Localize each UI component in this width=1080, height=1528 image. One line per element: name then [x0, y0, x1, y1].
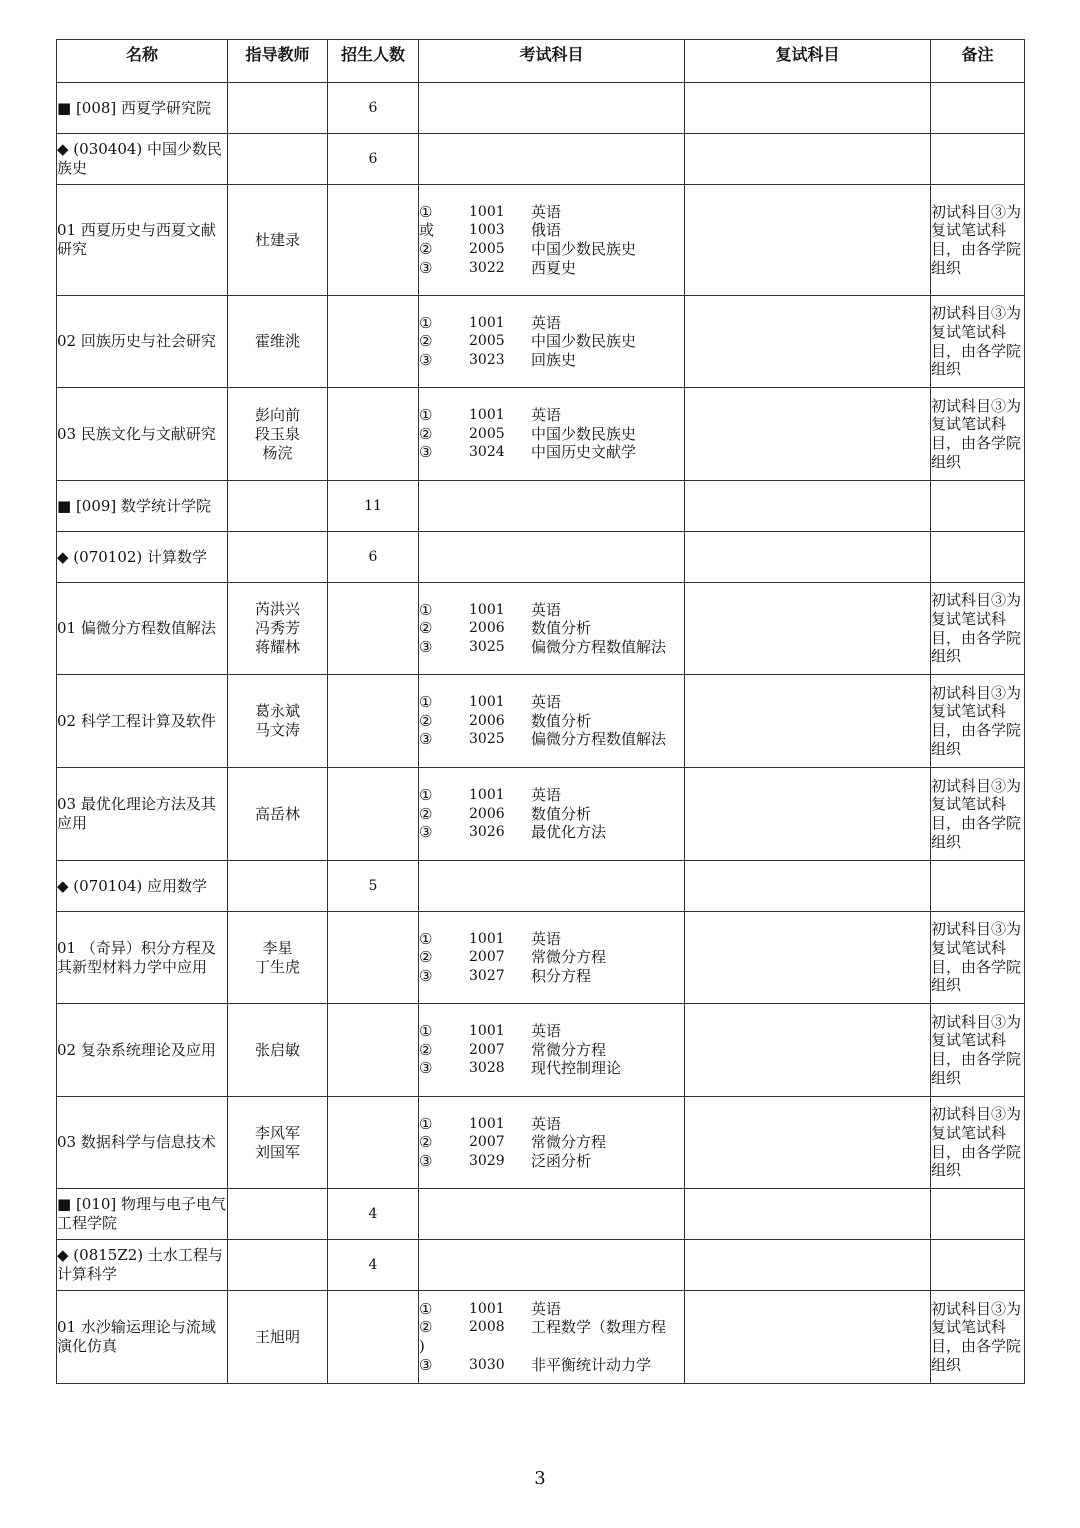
- exam-number: ②: [419, 619, 433, 638]
- row-retest: [685, 1004, 931, 1097]
- exam-code: 2007: [469, 949, 505, 966]
- exam-line: [419, 601, 684, 620]
- exam-subject: 英语: [531, 313, 562, 332]
- row-exams: [419, 388, 685, 481]
- exam-number: ①: [419, 693, 433, 712]
- exam-line: [419, 1356, 684, 1375]
- exam-number: ③: [419, 258, 433, 277]
- row-retest: [685, 185, 931, 296]
- exam-subject: 英语: [531, 600, 562, 619]
- exam-line: [419, 1059, 684, 1078]
- row-remark: [931, 532, 1025, 583]
- exam-code: 3024: [469, 444, 505, 461]
- row-remark: 初试科目③为复试笔试科目，由各学院组织: [931, 296, 1025, 388]
- row-retest: [685, 532, 931, 583]
- row-retest: [685, 1189, 931, 1240]
- exam-code: 1001: [469, 1115, 505, 1132]
- exam-subject: 最优化方法: [531, 823, 607, 842]
- exam-code: 2006: [469, 620, 505, 637]
- exam-line: [419, 406, 684, 425]
- table-row: [57, 481, 1025, 532]
- row-name: ◆ (070102) 计算数学: [57, 532, 228, 583]
- row-exams: [419, 861, 685, 912]
- row-quota: [328, 583, 419, 675]
- row-remark: [931, 134, 1025, 185]
- row-advisor: [228, 912, 328, 1004]
- exam-line: [419, 425, 684, 444]
- exam-number: ①: [419, 313, 433, 332]
- row-remark: [931, 83, 1025, 134]
- row-retest: [685, 1291, 931, 1384]
- row-remark: 初试科目③为复试笔试科目，由各学院组织: [931, 1097, 1025, 1189]
- exam-subject: 现代控制理论: [531, 1059, 622, 1078]
- exam-code: 2008: [469, 1319, 505, 1336]
- table-row: [57, 861, 1025, 912]
- exam-code: 3029: [469, 1152, 505, 1169]
- row-quota: [328, 912, 419, 1004]
- row-exams: [419, 1097, 685, 1189]
- exam-code: 2005: [469, 241, 505, 257]
- exam-subject: 积分方程: [531, 966, 592, 985]
- exam-number: ②: [419, 240, 433, 258]
- exam-line: [419, 1300, 684, 1319]
- header-exam: 考试科目: [419, 40, 685, 83]
- table-row: [57, 532, 1025, 583]
- table-row: [57, 1291, 1025, 1384]
- exam-subject: 回族史: [531, 350, 577, 369]
- row-name: ◆ (070104) 应用数学: [57, 861, 228, 912]
- exam-number: ③: [419, 1151, 433, 1170]
- row-name: ■ [009] 数学统计学院: [57, 481, 228, 532]
- exam-subject: 数值分析: [531, 711, 592, 730]
- exam-subject: 英语: [531, 1299, 562, 1318]
- exam-code: 3030: [469, 1356, 505, 1373]
- exam-subject: 数值分析: [531, 619, 592, 638]
- row-retest: [685, 768, 931, 861]
- row-advisor: [228, 481, 328, 532]
- table-row: [57, 1004, 1025, 1097]
- exam-subject: 泛函分析: [531, 1151, 592, 1170]
- exam-code: 3028: [469, 1060, 505, 1077]
- exam-code: 1001: [469, 601, 505, 618]
- exam-code: 3025: [469, 731, 505, 748]
- row-name: 03 数据科学与信息技术: [57, 1097, 228, 1189]
- row-retest: [685, 296, 931, 388]
- row-exams: [419, 912, 685, 1004]
- exam-subject: 中国少数民族史: [531, 424, 637, 443]
- exam-subject: 非平衡统计动力学: [531, 1355, 652, 1374]
- exam-number: ①: [419, 600, 433, 619]
- exam-subject: 常微分方程: [531, 1040, 607, 1059]
- exam-line: [419, 805, 684, 824]
- row-remark: 初试科目③为复试笔试科目，由各学院组织: [931, 185, 1025, 296]
- exam-number: ③: [419, 730, 433, 749]
- advisor-name: 彭向前: [254, 405, 300, 424]
- advisor-name: 李星: [262, 938, 293, 957]
- exam-line: [419, 1133, 684, 1152]
- row-remark: 初试科目③为复试笔试科目，由各学院组织: [931, 1291, 1025, 1384]
- exam-line: [419, 240, 684, 259]
- exam-subject: 中国历史文献学: [531, 443, 637, 462]
- exam-line: [419, 1115, 684, 1134]
- page-number: 3: [534, 1468, 546, 1489]
- row-name: 01 西夏历史与西夏文献研究: [57, 185, 228, 296]
- row-quota: [328, 1291, 419, 1384]
- exam-subject: 中国少数民族史: [531, 240, 637, 258]
- table-row: [57, 83, 1025, 134]
- row-name: ■ [010] 物理与电子电气工程学院: [57, 1189, 228, 1240]
- table-row: [57, 768, 1025, 861]
- exam-number: ③: [419, 443, 433, 462]
- exam-line: [419, 351, 684, 370]
- row-exams: [419, 481, 685, 532]
- exam-number: ①: [419, 1114, 433, 1133]
- exam-code: 1001: [469, 203, 505, 220]
- row-quota: 11: [328, 481, 419, 532]
- row-retest: [685, 861, 931, 912]
- row-quota: [328, 296, 419, 388]
- row-remark: 初试科目③为复试笔试科目，由各学院组织: [931, 768, 1025, 861]
- row-advisor: [228, 583, 328, 675]
- row-advisor: [228, 83, 328, 134]
- exam-code: 3022: [469, 259, 505, 276]
- header-advisor: 指导教师: [228, 40, 328, 83]
- header-retest: 复试科目: [685, 40, 931, 83]
- exam-line: [419, 823, 684, 842]
- row-retest: [685, 134, 931, 185]
- row-exams: [419, 296, 685, 388]
- exam-number: ①: [419, 786, 433, 805]
- advisor-name: 丁生虎: [254, 957, 300, 976]
- advisor-name: 杜建录: [254, 230, 300, 249]
- row-exams: [419, 1004, 685, 1097]
- exam-code: 1001: [469, 930, 505, 947]
- row-name: 01 偏微分方程数值解法: [57, 583, 228, 675]
- row-retest: [685, 481, 931, 532]
- table-row: [57, 134, 1025, 185]
- row-advisor: [228, 532, 328, 583]
- exam-line: [419, 730, 684, 749]
- table-row: [57, 675, 1025, 768]
- row-retest: [685, 675, 931, 768]
- admissions-table: [56, 39, 1025, 1384]
- exam-subject: 数值分析: [531, 804, 592, 823]
- exam-subject: 常微分方程: [531, 948, 607, 967]
- exam-line: [419, 221, 684, 240]
- exam-line: [419, 314, 684, 333]
- row-advisor: [228, 1189, 328, 1240]
- exam-subject: 偏微分方程数值解法: [531, 637, 667, 656]
- exam-number: ③: [419, 1355, 433, 1374]
- exam-number: ②: [419, 711, 433, 730]
- row-quota: [328, 675, 419, 768]
- row-quota: [328, 388, 419, 481]
- row-advisor: [228, 134, 328, 185]
- table-row: [57, 1189, 1025, 1240]
- row-remark: [931, 481, 1025, 532]
- row-name: 02 复杂系统理论及应用: [57, 1004, 228, 1097]
- header-name: 名称: [57, 40, 228, 83]
- table-row: [57, 1097, 1025, 1189]
- exam-number: ③: [419, 966, 433, 985]
- exam-line: [419, 693, 684, 712]
- advisor-name: 杨浣: [262, 443, 293, 462]
- row-remark: 初试科目③为复试笔试科目，由各学院组织: [931, 583, 1025, 675]
- table-row: [57, 296, 1025, 388]
- row-remark: 初试科目③为复试笔试科目，由各学院组织: [931, 675, 1025, 768]
- exam-number: ①: [419, 929, 433, 948]
- row-exams: [419, 134, 685, 185]
- row-advisor: [228, 1097, 328, 1189]
- advisor-name: 马文涛: [254, 721, 300, 739]
- exam-subject: 英语: [531, 1114, 562, 1133]
- row-name: 01 水沙输运理论与流域演化仿真: [57, 1291, 228, 1384]
- exam-code: 1001: [469, 407, 505, 424]
- exam-line: [419, 712, 684, 731]
- row-remark: 初试科目③为复试笔试科目，由各学院组织: [931, 912, 1025, 1004]
- exam-code: 1001: [469, 1023, 505, 1040]
- exam-line: [419, 1337, 684, 1356]
- row-retest: [685, 583, 931, 675]
- exam-subject: 英语: [531, 1022, 562, 1041]
- exam-line: [419, 1318, 684, 1337]
- row-retest: [685, 1240, 931, 1291]
- advisor-name: 冯秀芳: [254, 619, 300, 637]
- exam-subject: 偏微分方程数值解法: [531, 730, 667, 749]
- exam-subject: 西夏史: [531, 258, 577, 277]
- advisor-name: 芮洪兴: [254, 600, 300, 618]
- exam-number: 或: [419, 221, 435, 240]
- row-retest: [685, 388, 931, 481]
- header-quota: 招生人数: [328, 40, 419, 83]
- row-name: ■ [008] 西夏学研究院: [57, 83, 228, 134]
- row-quota: 4: [328, 1189, 419, 1240]
- row-advisor: [228, 861, 328, 912]
- advisor-name: 霍维洮: [254, 332, 300, 350]
- row-name: 01 （奇异）积分方程及其新型材料力学中应用: [57, 912, 228, 1004]
- exam-number: ①: [419, 406, 433, 425]
- row-advisor: [228, 675, 328, 768]
- header-remark: 备注: [931, 40, 1025, 83]
- row-advisor: [228, 1291, 328, 1384]
- row-remark: 初试科目③为复试笔试科目，由各学院组织: [931, 1004, 1025, 1097]
- row-advisor: [228, 768, 328, 861]
- row-name: 03 最优化理论方法及其应用: [57, 768, 228, 861]
- table-row: [57, 388, 1025, 481]
- row-quota: 4: [328, 1240, 419, 1291]
- exam-subject: 常微分方程: [531, 1133, 607, 1152]
- advisor-name: 段玉泉: [254, 424, 300, 443]
- exam-number: ①: [419, 202, 433, 221]
- row-retest: [685, 1097, 931, 1189]
- exam-number: ①: [419, 1299, 433, 1318]
- advisor-name: 李风军: [254, 1123, 300, 1142]
- row-exams: [419, 1240, 685, 1291]
- header-row: [57, 40, 1025, 83]
- exam-number: ②: [419, 1318, 433, 1337]
- row-retest: [685, 912, 931, 1004]
- table-row: [57, 185, 1025, 296]
- row-name: ◆ (0815Z2) 土水工程与计算科学: [57, 1240, 228, 1291]
- exam-line: [419, 1022, 684, 1041]
- row-quota: 5: [328, 861, 419, 912]
- exam-code: 1001: [469, 1300, 505, 1317]
- exam-number: ②: [419, 332, 433, 351]
- exam-line: [419, 967, 684, 986]
- exam-subject: 工程数学（数理方程: [531, 1318, 667, 1337]
- exam-subject: 英语: [531, 693, 562, 712]
- advisor-name: 刘国军: [254, 1142, 300, 1161]
- exam-code: 2006: [469, 805, 505, 822]
- table-row: [57, 912, 1025, 1004]
- exam-line: [419, 948, 684, 967]
- row-quota: [328, 1097, 419, 1189]
- exam-code: 1003: [469, 222, 505, 239]
- row-exams: [419, 1291, 685, 1384]
- exam-code: 2006: [469, 712, 505, 729]
- table-row: [57, 1240, 1025, 1291]
- exam-number: ③: [419, 1059, 433, 1078]
- exam-line: [419, 443, 684, 462]
- exam-number: ②: [419, 804, 433, 823]
- exam-number: ②: [419, 1040, 433, 1059]
- row-name: 02 科学工程计算及软件: [57, 675, 228, 768]
- row-name: 02 回族历史与社会研究: [57, 296, 228, 388]
- row-remark: 初试科目③为复试笔试科目，由各学院组织: [931, 388, 1025, 481]
- exam-code: 3023: [469, 351, 505, 368]
- exam-number: ③: [419, 637, 433, 656]
- exam-line: [419, 1041, 684, 1060]
- exam-number: ③: [419, 350, 433, 369]
- row-advisor: [228, 1240, 328, 1291]
- exam-number: ③: [419, 823, 433, 842]
- advisor-name: 葛永斌: [254, 702, 300, 720]
- table-row: [57, 583, 1025, 675]
- exam-subject: 英语: [531, 786, 562, 805]
- advisor-name: 张启敏: [254, 1040, 300, 1059]
- row-quota: 6: [328, 83, 419, 134]
- row-quota: [328, 185, 419, 296]
- row-exams: [419, 583, 685, 675]
- row-advisor: [228, 1004, 328, 1097]
- exam-code: 2007: [469, 1134, 505, 1151]
- row-quota: [328, 1004, 419, 1097]
- row-advisor: [228, 185, 328, 296]
- advisor-name: 高岳林: [254, 804, 300, 823]
- row-exams: [419, 185, 685, 296]
- advisor-name: 蒋耀林: [254, 638, 300, 656]
- exam-line: [419, 930, 684, 949]
- exam-number: ①: [419, 1022, 433, 1041]
- exam-line: [419, 332, 684, 351]
- row-remark: [931, 861, 1025, 912]
- row-exams: [419, 768, 685, 861]
- row-exams: [419, 675, 685, 768]
- advisor-name: 王旭明: [254, 1327, 300, 1346]
- row-retest: [685, 83, 931, 134]
- table-body: [57, 83, 1025, 1384]
- exam-code: 1001: [469, 787, 505, 804]
- exam-code: 1001: [469, 694, 505, 711]
- exam-subject: ): [419, 1337, 425, 1355]
- row-remark: [931, 1240, 1025, 1291]
- exam-line: [419, 1152, 684, 1171]
- row-advisor: [228, 388, 328, 481]
- exam-number: ②: [419, 1133, 433, 1152]
- exam-line: [419, 619, 684, 638]
- exam-subject: 俄语: [531, 221, 562, 240]
- row-exams: [419, 83, 685, 134]
- exam-subject: 英语: [531, 406, 562, 425]
- exam-code: 2005: [469, 425, 505, 442]
- exam-subject: 英语: [531, 929, 562, 948]
- exam-code: 3027: [469, 967, 505, 984]
- exam-line: [419, 203, 684, 222]
- exam-code: 3026: [469, 824, 505, 841]
- exam-line: [419, 786, 684, 805]
- exam-subject: 中国少数民族史: [531, 332, 637, 351]
- row-exams: [419, 532, 685, 583]
- row-exams: [419, 1189, 685, 1240]
- row-quota: 6: [328, 134, 419, 185]
- row-quota: [328, 768, 419, 861]
- row-advisor: [228, 296, 328, 388]
- exam-code: 1001: [469, 314, 505, 331]
- row-name: ◆ (030404) 中国少数民族史: [57, 134, 228, 185]
- exam-subject: 英语: [531, 202, 562, 221]
- exam-code: 2005: [469, 333, 505, 350]
- row-remark: [931, 1189, 1025, 1240]
- exam-number: ②: [419, 948, 433, 967]
- row-quota: 6: [328, 532, 419, 583]
- exam-number: ②: [419, 424, 433, 443]
- exam-code: 3025: [469, 638, 505, 655]
- exam-line: [419, 638, 684, 657]
- exam-line: [419, 259, 684, 278]
- row-name: 03 民族文化与文献研究: [57, 388, 228, 481]
- exam-code: 2007: [469, 1041, 505, 1058]
